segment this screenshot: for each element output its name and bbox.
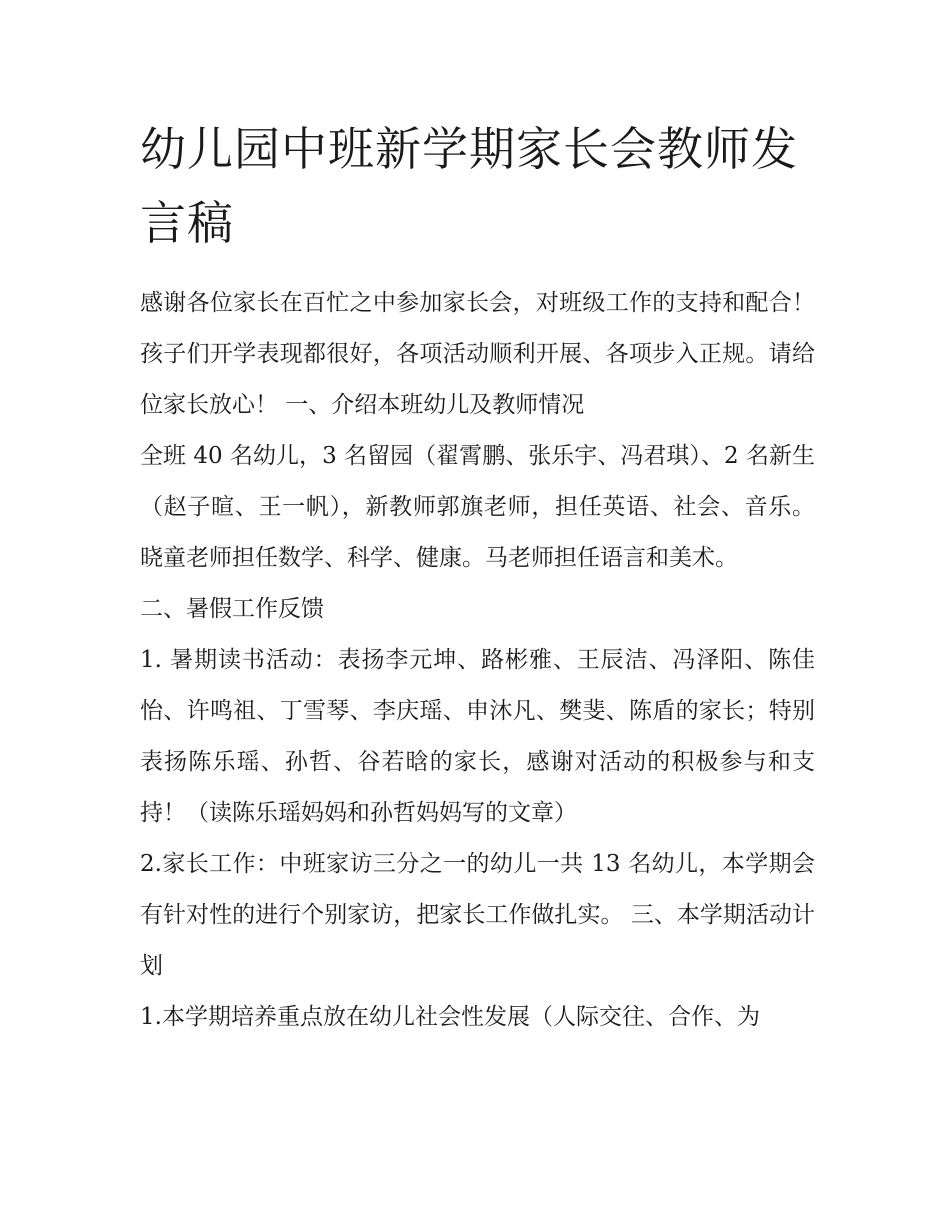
- paragraph-class-info: 全班 40 名幼儿，3 名留园（翟霄鹏、张乐宇、冯君琪）、2 名新生（赵子暄、王一帆），新教师郭旗老师，担任英语、社会、音乐。晓童老师担任数学、科学、健康。马老师担任语言和美术。: [140, 443, 815, 571]
- paragraph-semester-plan: 1.本学期培养重点放在幼儿社会性发展（人际交往、合作、为: [140, 1004, 760, 1030]
- section-heading-summer: 二、暑假工作反馈: [140, 596, 324, 622]
- paragraph-parent-work: 2.家长工作：中班家访三分之一的幼儿一共 13 名幼儿，本学期会有针对性的进行个别家访，把家长工作做扎实。 三、本学期活动计划: [140, 851, 815, 979]
- paragraph-reading-activity: 1. 暑期读书活动：表扬李元坤、路彬雅、王辰洁、冯泽阳、陈佳怡、许鸣祖、丁雪琴、李庆瑶、申沐凡、樊斐、陈盾的家长；特别表扬陈乐瑶、孙哲、谷若晗的家长，感谢对活动的积极参与和支持！（读陈乐瑶妈妈和孙哲妈妈写的文章）: [140, 647, 815, 826]
- document-body: [140, 278, 815, 1043]
- paragraph-intro: 感谢各位家长在百忙之中参加家长会，对班级工作的支持和配合！孩子们开学表现都很好，各项活动顺利开展、各项步入正规。请给位家长放心！ 一、介绍本班幼儿及教师情况: [140, 290, 815, 418]
- document-title: 幼儿园中班新学期家长会教师发言稿: [140, 122, 798, 250]
